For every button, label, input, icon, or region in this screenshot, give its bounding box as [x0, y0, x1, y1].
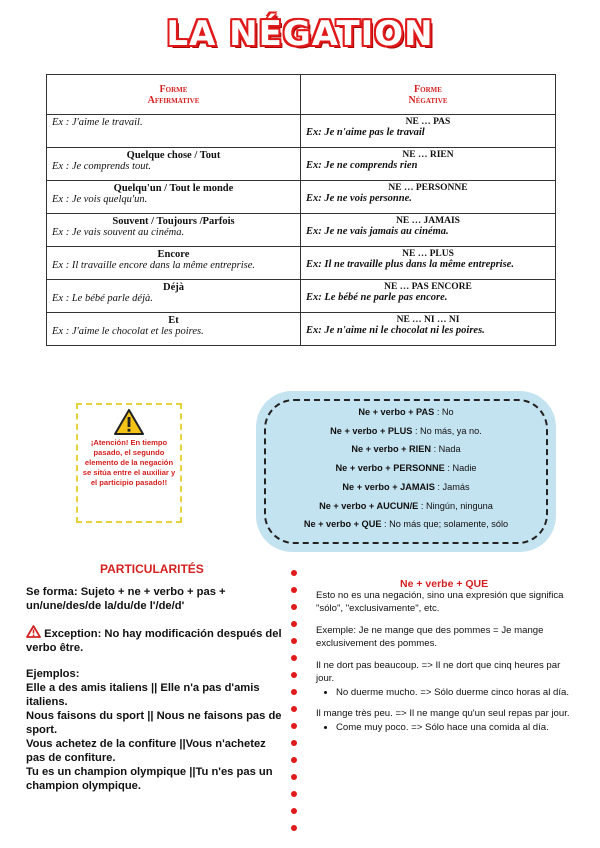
negative-example: Ex: Le bébé ne parle pas encore.	[306, 292, 448, 303]
rule-item	[258, 403, 554, 422]
ejemplo-1: Elle a des amis italiens || Elle n'a pas d'amis italiens.	[26, 682, 260, 708]
table-row	[47, 280, 556, 313]
rule-meaning: : No más que; solamente, sólo	[384, 519, 509, 530]
negative-marker: NE … PERSONNE	[388, 183, 468, 193]
divider-dot	[291, 825, 297, 831]
rule-meaning: : No	[436, 407, 454, 417]
affirmative-example: Ex : Il travaille encore dans la même entreprise.	[52, 260, 256, 271]
affirmative-marker: Et	[168, 315, 179, 326]
que-item-2-list	[316, 722, 580, 735]
rule-item	[258, 422, 554, 441]
exception-line	[26, 625, 288, 655]
que-section	[316, 590, 580, 743]
rules-bubble	[258, 393, 554, 550]
affirmative-example: Ex : Le bébé parle déjà.	[52, 293, 153, 304]
ejemplo-3: Vous achetez de la confiture ||Vous n'achetez pas de confiture.	[26, 738, 266, 764]
warning-box	[76, 403, 182, 523]
affirmative-marker: Quelque chose / Tout	[126, 150, 221, 161]
rule-formula: Ne + verbo + AUCUN/E	[319, 500, 419, 511]
que-section-title: Ne + verbe + QUE	[400, 578, 489, 590]
negative-example: Ex: Je n'aime pas le travail	[306, 127, 425, 138]
rule-meaning: : Jamás	[437, 481, 470, 492]
negative-example: Ex: Il ne travaille plus dans la même entreprise.	[306, 259, 514, 270]
rule-item	[258, 515, 554, 534]
header-affirmative-line2: Affirmative	[147, 94, 200, 106]
ejemplo-2: Nous faisons du sport || Nous ne faisons pas de sport.	[26, 710, 282, 736]
divider-dot	[291, 655, 297, 661]
affirmative-example: Ex : Je vois quelqu'un.	[52, 194, 148, 205]
que-item-1-list	[316, 687, 580, 700]
affirmative-example: Ex : J'aime le travail.	[52, 117, 143, 128]
affirmative-cell	[47, 280, 301, 313]
divider-dot	[291, 570, 297, 576]
affirmative-marker: Quelqu'un / Tout le monde	[113, 183, 234, 194]
affirmative-cell	[47, 214, 301, 247]
negative-example: Ex: Je ne vais jamais au cinéma.	[306, 226, 449, 237]
rule-meaning: : No más, ya no.	[414, 425, 482, 436]
que-item-2-translation: • Come muy poco. => Sólo hace una comida al día.	[336, 722, 580, 735]
affirmative-cell	[47, 181, 301, 214]
negative-marker: NE … PLUS	[402, 249, 454, 259]
table-row	[47, 313, 556, 346]
table-row	[47, 214, 556, 247]
warning-icon	[26, 625, 41, 638]
affirmative-marker: Encore	[157, 249, 190, 260]
affirmative-cell	[47, 115, 301, 148]
que-item-2: Il mange très peu. => Il ne mange qu'un seul repas par jour.	[316, 707, 570, 719]
rule-item	[258, 440, 554, 459]
divider-dot	[291, 672, 297, 678]
warning-text: ¡Atención! En tiempo pasado, el segundo elemento de la negación se sitúa entre el auxiliar y el participio pasado!!	[82, 438, 176, 487]
divider-dot	[291, 723, 297, 729]
negation-table	[46, 74, 556, 346]
divider-dot	[291, 621, 297, 627]
divider-dot	[291, 689, 297, 695]
negative-cell	[301, 247, 556, 280]
ejemplos-label: Ejemplos:	[26, 668, 80, 680]
divider-dot	[291, 757, 297, 763]
negative-example: Ex: Je ne comprends rien	[306, 160, 418, 171]
header-negative-line2: Négative	[408, 94, 448, 106]
divider-dot	[291, 740, 297, 746]
negative-cell	[301, 115, 556, 148]
rule-formula: Ne + verbo + JAMAIS	[342, 481, 435, 492]
que-intro: Esto no es una negación, sino una expresión que significa "sólo", "exclusivamente", etc.	[316, 590, 564, 614]
divider-dot	[291, 791, 297, 797]
header-negative	[301, 75, 556, 115]
rule-meaning: : Nadie	[447, 463, 477, 474]
particularites-column	[26, 585, 288, 793]
divider-dot	[291, 774, 297, 780]
warning-triangle-icon	[114, 409, 144, 435]
negative-example: Ex: Je ne vois personne.	[306, 193, 412, 204]
page-title: LA NÉGATION	[166, 14, 434, 54]
negative-cell	[301, 280, 556, 313]
rule-meaning: : Nada	[433, 444, 461, 455]
particularites-title: PARTICULARITÉS	[100, 562, 204, 576]
rule-item	[258, 459, 554, 478]
negative-cell	[301, 313, 556, 346]
rule-formula: Ne + verbo + PAS	[358, 407, 435, 417]
ejemplo-4: Tu es un champion olympique ||Tu n'es pas un champion olympique.	[26, 766, 273, 792]
table-row	[47, 115, 556, 148]
table-row	[47, 247, 556, 280]
divider-dot	[291, 638, 297, 644]
divider-dot	[291, 604, 297, 610]
que-exemple: Exemple: Je ne mange que des pommes = Je mange exclusivement des pommes.	[316, 625, 544, 649]
exception-text: Exception: No hay modificación después del verbo être.	[26, 628, 282, 654]
rule-formula: Ne + verbo + RIEN	[351, 444, 431, 455]
rule-formula: Ne + verbo + PLUS	[330, 425, 413, 436]
affirmative-marker: Déjà	[163, 282, 184, 293]
negative-cell	[301, 181, 556, 214]
divider-dot	[291, 587, 297, 593]
table-header-row	[47, 75, 556, 115]
divider-dot	[291, 808, 297, 814]
se-forma-text: Se forma: Sujeto + ne + verbo + pas + un/une/des/de la/du/de l'/de/d'	[26, 586, 226, 612]
negative-marker: NE … JAMAIS	[396, 216, 460, 226]
affirmative-example: Ex : J'aime le chocolat et les poires.	[52, 326, 204, 337]
affirmative-cell	[47, 148, 301, 181]
affirmative-cell	[47, 247, 301, 280]
divider-dot	[291, 706, 297, 712]
affirmative-example: Ex : Je comprends tout.	[52, 161, 152, 172]
negative-cell	[301, 214, 556, 247]
affirmative-marker: Souvent / Toujours /Parfois	[112, 216, 235, 227]
negative-marker: NE … PAS ENCORE	[384, 282, 472, 292]
negative-example: Ex: Je n'aime ni le chocolat ni les poires.	[306, 325, 485, 336]
table-row	[47, 181, 556, 214]
rule-meaning: : Ningún, ninguna	[420, 500, 493, 511]
dotted-divider	[290, 570, 298, 840]
header-affirmative-line1: Forme	[159, 83, 188, 95]
rule-formula: Ne + verbo + QUE	[303, 519, 382, 530]
rule-item	[258, 497, 554, 516]
rules-list	[258, 403, 554, 534]
header-affirmative	[47, 75, 301, 115]
affirmative-cell	[47, 313, 301, 346]
negative-marker: NE … NI … NI	[396, 315, 460, 325]
rule-formula: Ne + verbo + PERSONNE	[335, 463, 445, 474]
affirmative-example: Ex : Je vais souvent au cinéma.	[52, 227, 185, 238]
rule-item	[258, 478, 554, 497]
que-item-1: Il ne dort pas beaucoup. => Il ne dort que cinq heures par jour.	[316, 660, 561, 684]
negative-cell	[301, 148, 556, 181]
que-item-1-translation: • No duerme mucho. => Sólo duerme cinco horas al día.	[336, 687, 580, 700]
header-negative-line1: Forme	[414, 83, 442, 95]
negative-marker: NE … RIEN	[402, 150, 454, 160]
negative-marker: NE … PAS	[405, 117, 451, 127]
table-row	[47, 148, 556, 181]
